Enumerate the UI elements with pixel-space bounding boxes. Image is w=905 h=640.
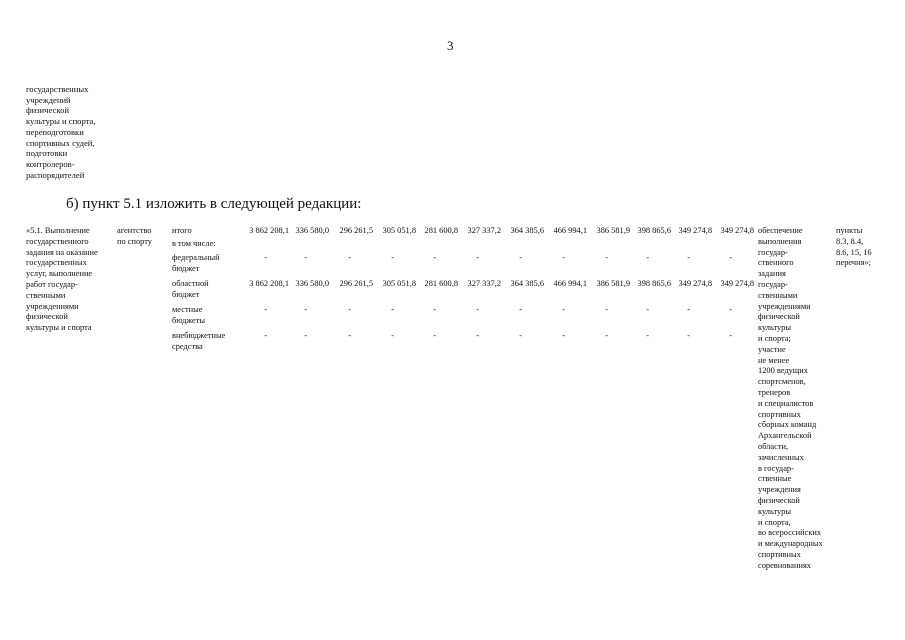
text-line: спортивных судей, — [26, 137, 95, 148]
funding-value-cell: - — [348, 253, 351, 262]
funding-value-cell: - — [646, 253, 649, 262]
funding-value-cell: - — [729, 253, 732, 262]
funding-value-cell: - — [605, 305, 608, 314]
funding-value-cell: - — [391, 331, 394, 340]
text-line: физической — [26, 312, 68, 322]
text-line: и спорта, — [758, 517, 791, 527]
text-line: итого — [172, 226, 192, 235]
text-line: агентство — [117, 226, 152, 235]
funding-value-cell: 398 865,6 — [637, 279, 671, 288]
text-line: государственных — [26, 84, 89, 94]
text-line: задания — [758, 269, 786, 279]
funding-value-cell: 296 261,5 — [339, 226, 373, 235]
text-line: работ государ- — [26, 279, 78, 289]
funding-value-cell: - — [348, 305, 351, 314]
funding-source-label — [172, 239, 242, 250]
funding-value-cell: 336 580,0 — [295, 226, 329, 235]
text-line: государственного — [26, 236, 89, 246]
text-line: и специалистов — [758, 398, 814, 408]
text-line: соревнованиях — [758, 560, 811, 570]
funding-value-cell: - — [646, 331, 649, 340]
funding-value-cell: - — [304, 331, 307, 340]
amendment-heading: б) пункт 5.1 изложить в следующей редакции: — [66, 196, 362, 212]
funding-source-label — [172, 279, 242, 301]
text-line: внебюджетные — [172, 331, 226, 340]
funding-value-cell: - — [264, 253, 267, 262]
text-line: сборных команд — [758, 420, 817, 430]
page-number: 3 — [447, 38, 454, 53]
funding-value-cell: 296 261,5 — [339, 279, 373, 288]
funding-value-cell: - — [476, 305, 479, 314]
text-line: средства — [172, 341, 203, 351]
text-line: государ- — [758, 279, 788, 289]
text-line: в том числе: — [172, 239, 216, 248]
funding-value-cell: 349 274,8 — [678, 279, 712, 288]
text-line: выполнения — [758, 236, 802, 246]
funding-value-cell: - — [562, 305, 565, 314]
text-line: и спорта; — [758, 333, 791, 343]
text-line: физической — [26, 105, 69, 116]
text-line: подготовки — [26, 148, 68, 159]
funding-value-cell: 466 994,1 — [553, 226, 587, 235]
funding-value-cell: 305 051,8 — [382, 279, 416, 288]
text-line: учреждениями — [758, 301, 811, 311]
text-line: 8.6, 15, 16 — [836, 247, 872, 257]
executor-cell — [117, 226, 167, 248]
text-line: ственного — [758, 258, 794, 268]
text-line: культуры — [758, 323, 791, 333]
funding-value-cell: - — [519, 331, 522, 340]
text-line: задания на оказание — [26, 247, 98, 257]
text-line: области, — [758, 441, 789, 451]
funding-value-cell: - — [605, 253, 608, 262]
text-line: зачисленных — [758, 452, 804, 462]
funding-value-cell: - — [433, 253, 436, 262]
text-line: и международных — [758, 539, 823, 549]
text-line: федеральный — [172, 253, 220, 262]
text-line: перечня»; — [836, 258, 871, 268]
text-line: государственных — [26, 258, 87, 268]
funding-value-cell: 398 865,6 — [637, 226, 671, 235]
funding-value-cell: - — [605, 331, 608, 340]
funding-value-cell: - — [348, 331, 351, 340]
text-line: по спорту — [117, 236, 152, 246]
text-line: спортивных — [758, 409, 801, 419]
funding-value-cell: - — [562, 331, 565, 340]
text-line: контролеров- — [26, 158, 75, 169]
funding-value-cell: 336 580,0 — [295, 279, 329, 288]
text-line: учреждения — [758, 485, 801, 495]
text-line: бюджет — [172, 289, 200, 299]
funding-value-cell: 327 337,2 — [467, 226, 501, 235]
funding-source-label — [172, 226, 242, 237]
funding-source-label — [172, 331, 242, 353]
funding-source-label — [172, 305, 242, 327]
text-line: тренеров — [758, 387, 791, 397]
text-line: услуг, выполнение — [26, 269, 93, 279]
funding-value-cell: - — [476, 253, 479, 262]
event-name-cell — [26, 226, 116, 334]
funding-value-cell: 281 600,8 — [424, 226, 458, 235]
text-line: бюджет — [172, 263, 200, 273]
text-line: бюджеты — [172, 315, 206, 325]
text-line: участие — [758, 344, 786, 354]
funding-value-cell: 364 385,6 — [510, 279, 544, 288]
text-line: культуры и спорта — [26, 323, 92, 333]
funding-value-cell: - — [304, 253, 307, 262]
text-line: учреждений — [26, 94, 71, 105]
funding-value-cell: - — [687, 305, 690, 314]
text-line: переподготовки — [26, 126, 84, 137]
text-line: спортсменов, — [758, 377, 806, 387]
funding-value-cell: 364 385,6 — [510, 226, 544, 235]
text-line: культуры — [758, 506, 791, 516]
funding-value-cell: - — [729, 331, 732, 340]
funding-value-cell: 386 581,9 — [596, 226, 630, 235]
funding-value-cell: - — [729, 305, 732, 314]
funding-value-cell: - — [519, 305, 522, 314]
funding-value-cell: - — [687, 253, 690, 262]
funding-source-label — [172, 253, 242, 275]
text-line: культуры и спорта, — [26, 116, 96, 127]
funding-value-cell: 327 337,2 — [467, 279, 501, 288]
funding-value-cell: - — [264, 305, 267, 314]
funding-value-cell: - — [562, 253, 565, 262]
text-line: 1200 ведущих — [758, 366, 808, 376]
text-line: в государ- — [758, 463, 794, 473]
text-line: обеспечение — [758, 226, 803, 235]
continuation-text — [26, 84, 121, 180]
funding-value-cell: - — [391, 305, 394, 314]
text-line: ственными — [26, 290, 66, 300]
text-line: физической — [758, 312, 800, 322]
indicator-links-cell — [836, 226, 896, 269]
text-line: не менее — [758, 355, 790, 365]
text-line: спортивных — [758, 549, 801, 559]
funding-value-cell: 281 600,8 — [424, 279, 458, 288]
funding-value-cell: - — [433, 331, 436, 340]
text-line: учреждениями — [26, 301, 79, 311]
funding-value-cell: - — [304, 305, 307, 314]
text-line: Архангельской — [758, 431, 812, 441]
funding-value-cell: 3 862 208,1 — [249, 279, 289, 288]
text-line: во всероссийских — [758, 528, 822, 538]
funding-value-cell: 349 274,8 — [720, 226, 754, 235]
text-line: 8.3, 8.4, — [836, 236, 864, 246]
funding-value-cell: - — [433, 305, 436, 314]
text-line: ственными — [758, 290, 798, 300]
funding-value-cell: 305 051,8 — [382, 226, 416, 235]
text-line: местные — [172, 305, 203, 314]
expected-result-cell — [758, 226, 833, 572]
text-line: пункты — [836, 226, 863, 235]
funding-value-cell: 386 581,9 — [596, 279, 630, 288]
text-line: распорядителей — [26, 169, 85, 180]
funding-value-cell: - — [391, 253, 394, 262]
text-line: областной — [172, 279, 209, 288]
funding-value-cell: - — [519, 253, 522, 262]
text-line: государ- — [758, 247, 788, 257]
funding-value-cell: - — [687, 331, 690, 340]
funding-value-cell: - — [476, 331, 479, 340]
funding-value-cell: 466 994,1 — [553, 279, 587, 288]
text-line: физической — [758, 495, 800, 505]
funding-value-cell: - — [646, 305, 649, 314]
funding-value-cell: 349 274,8 — [720, 279, 754, 288]
funding-value-cell: 349 274,8 — [678, 226, 712, 235]
funding-value-cell: - — [264, 331, 267, 340]
funding-value-cell: 3 862 208,1 — [249, 226, 289, 235]
text-line: «5.1. Выполнение — [26, 226, 90, 235]
text-line: ственные — [758, 474, 792, 484]
